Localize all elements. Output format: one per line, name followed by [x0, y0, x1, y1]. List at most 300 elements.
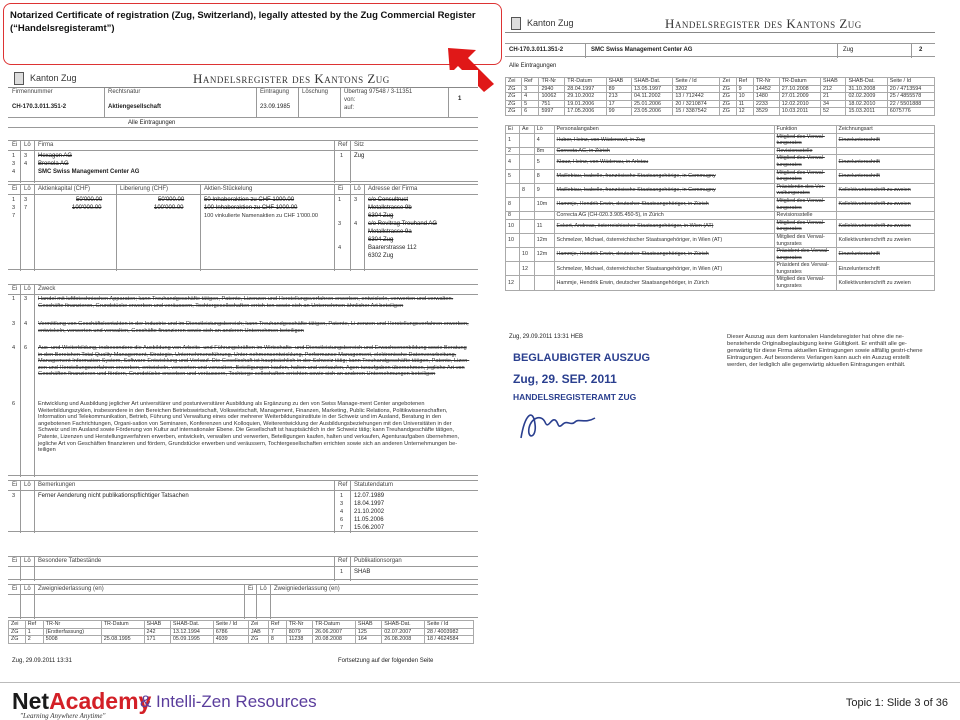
- h-ref: Ref: [338, 558, 348, 564]
- adr-line: Metallstrasse 9b: [368, 205, 412, 211]
- table-cell: 11238: [286, 636, 312, 644]
- person-function: Mitglied des Verwal-tungsrates: [774, 155, 836, 169]
- table-cell: 28.04.1997: [565, 85, 606, 93]
- zweck-text: Handel mit luftfotechnischen Apparaten; kann Treuhandgeschäfte tätigen, Patente, Lizenzen und Herstellungsverfahren erwerben, entwickeln, verwerten und verwalten. Geschäfte finanzieren, Grundstücke erwerben und veräussern, Tochtergesellschaften errich-ten sowie sich an Unternehmen ähnlicher Art beteiligen: [38, 296, 454, 309]
- table-cell: ZG: [506, 100, 522, 108]
- h-stueckelung: Aktien-Stückelung: [204, 186, 253, 192]
- table-cell: [506, 248, 520, 262]
- table-header-cell: Ref: [25, 621, 43, 629]
- person-function: Mitglied des Verwal-tungsrates: [774, 276, 836, 290]
- table-cell: 8079: [286, 628, 312, 636]
- table-header-cell: TR-Nr: [753, 78, 779, 86]
- table-cell: 20.08.2008: [313, 636, 356, 644]
- adr-ei: 1: [338, 197, 342, 203]
- person-signature: [836, 147, 934, 155]
- label-firmennummer: Firmennummer: [12, 89, 53, 95]
- person-function: Revisionsstelle: [774, 147, 836, 155]
- person-name: Maillebiau, Isabelle, französische Staatsangehörige, in Commugny: [554, 183, 774, 197]
- table-cell: 10: [506, 233, 520, 247]
- table-row: [506, 183, 935, 197]
- person-name: Huber, Heinz, von Wädenswil, in Zug: [554, 133, 774, 147]
- table-cell: ZG: [506, 93, 522, 101]
- table-cell: ZG: [506, 85, 522, 93]
- table-cell: 4: [522, 93, 539, 101]
- statuten-date: 18.04.1997: [354, 501, 385, 507]
- attestation-area: [505, 330, 935, 450]
- register-title: Handelsregister des Kantons Zug: [193, 71, 390, 86]
- callout-line-1: Notarized Certificate of registration (Zug, Switzerland), legally attested by the Zug Commercial Register: [10, 10, 476, 21]
- table-row: [506, 147, 935, 155]
- h-lo: Lö: [24, 142, 31, 148]
- adr-line: Metallstrasse 9a: [368, 229, 412, 235]
- table-cell: [520, 212, 535, 220]
- table-cell: 9: [534, 183, 554, 197]
- table-cell: 7: [268, 628, 286, 636]
- table-cell: 12: [506, 276, 520, 290]
- table-cell: [520, 276, 535, 290]
- table-cell: 29.10.2002: [565, 93, 606, 101]
- page2-meta-row: [505, 43, 935, 57]
- kap-lo: 3: [24, 197, 28, 203]
- table-cell: 3529: [753, 108, 779, 116]
- adr-ei: 3: [338, 221, 342, 227]
- table-cell: 25.01.2006: [632, 100, 673, 108]
- table-cell: 25.08.1995: [101, 636, 144, 644]
- table-cell: 3: [522, 85, 539, 93]
- table-cell: 1480: [753, 93, 779, 101]
- person-signature: Kollektivunterschrift zu zweien: [836, 276, 934, 290]
- table-cell: 21: [821, 93, 846, 101]
- table-header-cell: Ref: [268, 621, 286, 629]
- table-header-cell: Zeichnungsart: [836, 126, 934, 134]
- table-cell: ZG: [720, 100, 736, 108]
- table-cell: 6: [522, 108, 539, 116]
- person-name: Hammje, Hendrik Erwin, deutscher Staatsangehöriger, in Zürich: [554, 276, 774, 290]
- table-cell: 10m: [534, 197, 554, 211]
- table-cell: 20 / 3210874: [673, 100, 720, 108]
- h-ei2: Ei: [248, 586, 254, 592]
- table-cell: [520, 233, 535, 247]
- person-name: Schmelzer, Michael, österreichischer Staatsangehöriger, in Wien (AT): [554, 262, 774, 276]
- person-signature: Einzelunterschrift: [836, 248, 934, 262]
- person-signature: Kollektivunterschrift zu zweien: [836, 197, 934, 211]
- zweck-text: Vermittlung von Geschäftskontakten in der Industrie und im Dienstleistungsbereich; kann Treuhandgeschäfte tätigen, Patente, Li-zenzen und Herstellungsverfahren erwerben, entwickeln, verwerten und verwalten, Geschäfte finanzieren sowie sich an anderen Unternehmen beteiligen: [38, 321, 469, 334]
- firma-name: SMC Swiss Management Center AG: [38, 169, 140, 175]
- kanton-label: Kanton Zug: [527, 18, 574, 28]
- adr-line: Baarerstrasse 112: [368, 245, 417, 251]
- table-cell: ZG: [720, 108, 736, 116]
- firm-name: SMC Swiss Management Center AG: [591, 47, 693, 53]
- table-row: [506, 169, 935, 183]
- table-cell: 12.02.2010: [779, 100, 820, 108]
- h-statutendatum: Statutendatum: [354, 482, 394, 488]
- kap-lo: 7: [24, 205, 28, 211]
- person-signature: Einzelunterschrift: [836, 169, 934, 183]
- person-function: Präsident des Verwal-tungsrates: [774, 262, 836, 276]
- attestation-date: Zug, 29.09.2011 13:31 HEB: [509, 334, 583, 340]
- table-cell: 164: [355, 636, 381, 644]
- person-name: Eckert, Andreas, österreichischer Staatsangehöriger, in Wien (AT): [554, 219, 774, 233]
- zweck-ei: 3: [12, 321, 16, 327]
- adr-lo: 4: [354, 221, 358, 227]
- publ-value: SHAB: [354, 569, 371, 575]
- table-cell: [101, 628, 144, 636]
- table-cell: 34: [821, 100, 846, 108]
- table-cell: 15 / 3387542: [673, 108, 720, 116]
- table-cell: 8: [534, 169, 554, 183]
- publ-ref: 1: [340, 569, 344, 575]
- table-cell: 02.07.2007: [382, 628, 425, 636]
- table-header-cell: Zei: [9, 621, 26, 629]
- zweck-ei: 6: [12, 401, 16, 407]
- table-cell: 89: [606, 85, 631, 93]
- zweck-lo: 4: [24, 321, 28, 327]
- firma-section: [8, 140, 478, 182]
- zweck-lo: 3: [24, 296, 28, 302]
- firma-ei: 3: [12, 161, 16, 167]
- table-header-cell: Ref: [522, 78, 539, 86]
- sitz-value: Zug: [354, 153, 365, 159]
- zweck-ei: 4: [12, 345, 16, 351]
- zweck-text: Aus- und Weiterbildung, insbesondere die Ausbildung von Arbeits- und Führungskräften im Wirtschafts- und Dienstleistungsbereich und Erwachsenenbildung sowie Beratung in den Bereichen Total Quality Management, Strategie, Unternehmensführung, Unter-nehmensentwicklung, Performance Management, elektronische Datenverarbeitung, Management Information System, Software-Entwicklung und Verkauf. Die Gesellschaft ist hauptsächlich in der Schweiz tätig; kann Treuhandgeschäfte tätigen, Patente, Lizen-zen und Herstellungsverfahren erwerben, entwickeln, verwerten und verwalten, Beteiligungen kaufen, halten und verkaufen, Agen-turaufgaben übernehmen, jegliche Art von Geschäften finanzieren und fördern, Grundstücke erwerben und veräussern, Tochterge-sellschaften errichten sowie sich an anderen Unternehmungen beteiligen: [38, 345, 470, 378]
- person-signature: Einzelunterschrift: [836, 133, 934, 147]
- h-zweig2: Zweigniederlassung (en): [274, 586, 340, 592]
- h-publikationsorgan: Publikationsorgan: [354, 558, 402, 564]
- table-cell: (Erstterfassung): [43, 628, 101, 636]
- capital-section: [8, 184, 478, 270]
- alle-row: [8, 118, 478, 128]
- table-cell: 8: [506, 197, 520, 211]
- table-row: [506, 212, 935, 220]
- table-row: [506, 108, 935, 116]
- table-header-cell: SHAB: [355, 621, 381, 629]
- meta-row: [8, 88, 478, 118]
- firm-number: CH-170.3.011.351-2: [12, 104, 67, 110]
- firma-lo: 4: [24, 161, 28, 167]
- table-header-cell: Seite / Id: [673, 78, 720, 86]
- kanton-label: Kanton Zug: [30, 73, 77, 83]
- statuten-date: 12.07.1989: [354, 493, 385, 499]
- table-cell: 1: [506, 133, 520, 147]
- h-ref: Ref: [338, 482, 348, 488]
- kap-ei: 3: [12, 205, 16, 211]
- table-cell: 8m: [534, 147, 554, 155]
- h-bemerkungen: Bemerkungen: [38, 482, 76, 488]
- firm-sitz: Zug: [843, 47, 854, 53]
- zweck-lo: 6: [24, 345, 28, 351]
- table-row: [9, 628, 474, 636]
- table-row: [9, 636, 474, 644]
- table-cell: 23.05.2006: [632, 108, 673, 116]
- table-cell: 5997: [539, 108, 565, 116]
- lib-value: 100'000.00: [154, 205, 184, 211]
- table-cell: 17.05.2006: [565, 108, 606, 116]
- netacademy-logo: [12, 688, 151, 715]
- firma-ei: 1: [12, 153, 16, 159]
- alle-eintragungen: Alle Eintragungen: [128, 120, 176, 126]
- person-name: Hammje, Hendrik Erwin, deutscher Staatsangehöriger, in Zürich: [554, 197, 774, 211]
- bem-text: Ferner Aenderung nicht publikationspflichtiger Tatsachen: [38, 493, 189, 499]
- table-cell: 05.09.1995: [170, 636, 213, 644]
- table-cell: [520, 155, 535, 169]
- firma-name: Hexagon AG: [38, 153, 73, 159]
- h-firma: Firma: [38, 142, 54, 148]
- person-function: Mitglied des Verwal-tungsrates: [774, 133, 836, 147]
- table-header-cell: Seite / Id: [213, 621, 248, 629]
- zweck-section: [8, 284, 478, 476]
- stk-value: 100 vinkulierte Namenaktien zu CHF 1'000.00: [204, 213, 318, 219]
- table-header-cell: Zei: [720, 78, 736, 86]
- table-row: [506, 233, 935, 247]
- h-lo: Lö: [24, 558, 31, 564]
- table-cell: [534, 262, 554, 276]
- firm-number: CH-170.3.011.351-2: [509, 47, 564, 53]
- table-cell: 2: [506, 147, 520, 155]
- person-name: Maillebiau, Isabelle, französische Staatsangehörige, in Commugny: [554, 169, 774, 183]
- person-signature: Kollektivunterschrift zu zweien: [836, 183, 934, 197]
- person-name: Klauz, Heinz, von Wädenau, in Arlstau: [554, 155, 774, 169]
- table-cell: 11: [736, 100, 753, 108]
- h-ei: Ei: [12, 142, 18, 148]
- table-cell: 13 / 712442: [673, 93, 720, 101]
- table-header-cell: Zei: [248, 621, 268, 629]
- zweck-text: Entwicklung und Ausbildung jeglicher Art universitärer und postuniversitärer Ausbildung als Ergänzung zu den von Swiss Manage-ment Center angebotenen Weiterbildungszyklen, insbesondere in den Bereichen Betriebswirtschaft, Volkswirtschaft, Management, Finanzen, Marketing, Public Relations, Politikwissenschaften, Information und Telekommunikation, Betrieb, Führung und Verwaltung eines oder mehrerer Weiterbildungsinstitute in der Schweiz und im Ausland, Beratung in den angebotenen Fachrichtungen, Organi-sation von Seminaren, Konferenzen und Kolloquien, Weiterentwicklung der Ausbildungsbeziehungen mit den Universitäten in der Schweiz und im Ausland sowie Förderung von Kultur auf internationaler Ebene. Die Gesellschaft ist hauptsächlich in der Schweiz tätig; kann Treuhandgeschäfte tätigen, Patente, Lizenzen und Herstellungsverfahren erwerben, entwickeln, verwalten und verwerten, Beteiligungen kaufen, halten und verkaufen, Agenturaufgaben übernehmen, jegliche Art von Geschäften finanzieren und fördern, Grundstücke erwerben und veräussern, Tochtergesellschaften errichten sowie sich an anderen Unternehmungen be-teiligen: [38, 401, 460, 454]
- table-header-row: [506, 78, 935, 86]
- tagline: "Learning Anywhere Anytime": [20, 712, 106, 720]
- table-cell: 3202: [673, 85, 720, 93]
- person-signature: [836, 212, 934, 220]
- table-row: [506, 85, 935, 93]
- firma-ei: 4: [12, 169, 16, 175]
- h-ei: Ei: [12, 186, 18, 192]
- table-cell: 4: [534, 133, 554, 147]
- kap-value: 100'000.00: [72, 205, 102, 211]
- table-header-cell: SHAB: [606, 78, 631, 86]
- table-row: [506, 155, 935, 169]
- table-row: [506, 93, 935, 101]
- table-cell: 8: [506, 212, 520, 220]
- person-function: Mitglied des Verwal-tungsrates: [774, 169, 836, 183]
- callout-box: [3, 3, 502, 65]
- table-cell: [534, 276, 554, 290]
- table-cell: 1: [25, 628, 43, 636]
- statuten-ref: 4: [340, 509, 344, 515]
- table-cell: 27.10.2008: [779, 85, 820, 93]
- zug-crest-icon: [14, 72, 24, 85]
- zug-crest-icon: [511, 17, 521, 30]
- table-cell: 171: [144, 636, 170, 644]
- table-cell: 99: [606, 108, 631, 116]
- table-header-cell: Ae: [520, 126, 535, 134]
- stk-value: 100 Inhaberaktien zu CHF 1000.00: [204, 205, 298, 211]
- person-function: Mitglied des Verwal-tungsrates: [774, 219, 836, 233]
- stamp-date: Zug, 29. SEP. 2011: [513, 372, 617, 386]
- h-kapital: Aktienkapital (CHF): [38, 186, 91, 192]
- table-cell: ZG: [720, 85, 736, 93]
- table-row: [506, 262, 935, 276]
- page1-footer-date: Zug, 29.09.2011 13:31: [12, 658, 72, 664]
- table-row: [506, 100, 935, 108]
- table-cell: 2233: [753, 100, 779, 108]
- h-lo: Lö: [24, 186, 31, 192]
- logo-net: Net: [12, 688, 50, 714]
- table-cell: [520, 133, 535, 147]
- firma-name: Bronola AG: [38, 161, 69, 167]
- person-function: Mitglied des Verwal-tungsrates: [774, 197, 836, 211]
- page2-header: [505, 15, 935, 33]
- register-page-2: [505, 15, 935, 335]
- person-function: Präsident des Verwal-tungsrates: [774, 248, 836, 262]
- table-cell: [506, 262, 520, 276]
- table-cell: 15.03.2011: [846, 108, 887, 116]
- table-cell: 12: [520, 262, 535, 276]
- firma-lo: 3: [24, 153, 28, 159]
- label-von: von:: [344, 97, 356, 103]
- legal-form: Aktiengesellschaft: [108, 104, 162, 110]
- table-cell: ZG: [9, 628, 26, 636]
- page1-register-table: [8, 620, 474, 644]
- alle-eintragungen: Alle Eintragungen: [509, 63, 557, 69]
- table-header-cell: TR-Datum: [101, 621, 144, 629]
- table-cell: 19.01.2006: [565, 100, 606, 108]
- person-function: Mitglied des Verwal-tungsrates: [774, 233, 836, 247]
- person-signature: Kollektivunterschrift zu zweien: [836, 233, 934, 247]
- table-cell: 02.02.2009: [846, 93, 887, 101]
- table-cell: [506, 183, 520, 197]
- table-cell: 4: [506, 155, 520, 169]
- attestation-notice: Dieser Auszug aus dem kantonalen Handelsregister hat ohne die ne-benstehende Originalbeglaubigung keine Gültigkeit. Er enthält alle ge-genwärtig für diese Firma aktuellen Eintragungen sowie allfällig gestri-chene Eintragungen. Auf besonderes Verlangen kann auch ein Auszug erstellt werden, der lediglich alle gegenwärtig aktuellen Eintragungen enthält.: [727, 334, 923, 368]
- table-cell: [520, 197, 535, 211]
- table-header-cell: TR-Nr: [539, 78, 565, 86]
- table-cell: 8: [268, 636, 286, 644]
- sitz-ref: 1: [340, 153, 344, 159]
- table-cell: 31.10.2008: [846, 85, 887, 93]
- table-cell: 2: [25, 636, 43, 644]
- person-signature: Einzelunterschrift: [836, 155, 934, 169]
- table-header-cell: TR-Datum: [565, 78, 606, 86]
- table-header-cell: SHAB-Dat.: [382, 621, 425, 629]
- statuten-ref: 3: [340, 501, 344, 507]
- table-cell: 6786: [213, 628, 248, 636]
- table-header-cell: TR-Datum: [313, 621, 356, 629]
- table-cell: 26.06.2007: [313, 628, 356, 636]
- h-ei: Ei: [12, 558, 18, 564]
- statuten-date: 11.05.2006: [354, 517, 384, 523]
- registration-date: 23.09.1985: [260, 104, 291, 110]
- statuten-ref: 6: [340, 517, 344, 523]
- table-header-cell: SHAB-Dat.: [170, 621, 213, 629]
- statuten-date: 15.06.2007: [354, 525, 385, 531]
- lib-value: 50'000.00: [158, 197, 185, 203]
- table-row: [506, 276, 935, 290]
- table-cell: 10: [506, 219, 520, 233]
- h-lo: Lö: [24, 586, 31, 592]
- table-row: [506, 133, 935, 147]
- label-rechtsnatur: Rechtsnatur: [108, 89, 141, 95]
- table-cell: 18.02.2010: [846, 100, 887, 108]
- table-cell: 17: [606, 100, 631, 108]
- table-cell: 10: [736, 93, 753, 101]
- statuten-date: 21.10.2002: [354, 509, 385, 515]
- label-auf: auf:: [344, 105, 355, 111]
- table-cell: 5: [534, 155, 554, 169]
- table-cell: 26.08.2008: [382, 636, 425, 644]
- table-cell: 10.03.2011: [779, 108, 820, 116]
- h-ref: Ref: [338, 142, 348, 148]
- table-cell: 18 / 4624584: [425, 636, 474, 644]
- table-cell: 6075776: [887, 108, 934, 116]
- zweck-ei: 1: [12, 296, 16, 302]
- table-cell: 8: [520, 183, 535, 197]
- table-cell: 242: [144, 628, 170, 636]
- stamp-beglaubigt: BEGLAUBIGTER AUSZUG: [513, 352, 651, 364]
- table-cell: [520, 169, 535, 183]
- statuten-ref: 1: [340, 493, 344, 499]
- table-cell: 20 / 4713594: [887, 85, 934, 93]
- table-cell: 14452: [753, 85, 779, 93]
- table-cell: ZG: [720, 93, 736, 101]
- table-header-cell: Seite / Id: [887, 78, 934, 86]
- table-header-cell: Zei: [506, 78, 522, 86]
- table-cell: 12m: [534, 248, 554, 262]
- h-lo2: Lö: [260, 586, 267, 592]
- page-number: 2: [919, 47, 923, 53]
- table-header-row: [506, 126, 935, 134]
- table-header-cell: Ei: [506, 126, 520, 134]
- table-header-cell: Ref: [736, 78, 753, 86]
- person-name: Correcta AG, in Zürich: [554, 147, 774, 155]
- table-cell: 13.05.1997: [632, 85, 673, 93]
- table-cell: 213: [606, 93, 631, 101]
- person-name: Correcta AG (CH-020.3.905.450-5), in Zürich: [554, 212, 774, 220]
- table-header-cell: SHAB: [821, 78, 846, 86]
- table-header-row: [9, 621, 474, 629]
- table-header-cell: TR-Nr: [43, 621, 101, 629]
- table-cell: 12: [736, 108, 753, 116]
- table-cell: 5: [522, 100, 539, 108]
- h-lo2: Lö: [354, 186, 361, 192]
- callout-line-2: (“Handelsregisteramt”): [10, 23, 115, 34]
- register-title: Handelsregister des Kantons Zug: [665, 16, 862, 31]
- h-ei: Ei: [12, 286, 18, 292]
- table-cell: 28 / 4003982: [425, 628, 474, 636]
- h-sitz: Sitz: [354, 142, 365, 148]
- table-cell: 9: [736, 85, 753, 93]
- adr-line: c/o Revitrag Treuhand AG: [368, 221, 438, 227]
- h-zweig: Zweigniederlassung (en): [38, 586, 104, 592]
- table-header-cell: Personalangaben: [554, 126, 774, 134]
- table-cell: 10062: [539, 93, 565, 101]
- table-row: [506, 219, 935, 233]
- table-cell: 52: [821, 108, 846, 116]
- table-cell: ZG: [248, 636, 268, 644]
- h-ei: Ei: [12, 586, 18, 592]
- label-uebertrag: Übertrag 97548 / 3-11351: [344, 89, 413, 95]
- kap-ei: 1: [12, 197, 16, 203]
- table-header-cell: TR-Datum: [779, 78, 820, 86]
- table-header-cell: SHAB-Dat.: [846, 78, 887, 86]
- adr-line: 6304 Zug: [368, 237, 394, 243]
- h-zweck: Zweck: [38, 286, 56, 292]
- table-cell: 04.11.2002: [632, 93, 673, 101]
- h-besondere: Besondere Tatbestände: [38, 558, 102, 564]
- slide-footer: [0, 682, 960, 720]
- table-cell: 10: [520, 248, 535, 262]
- adr-line: 6302 Zug: [368, 253, 394, 259]
- h-ei2: Ei: [338, 186, 344, 192]
- h-adresse: Adresse der Firma: [368, 186, 418, 192]
- person-function: Revisionsstelle: [774, 212, 836, 220]
